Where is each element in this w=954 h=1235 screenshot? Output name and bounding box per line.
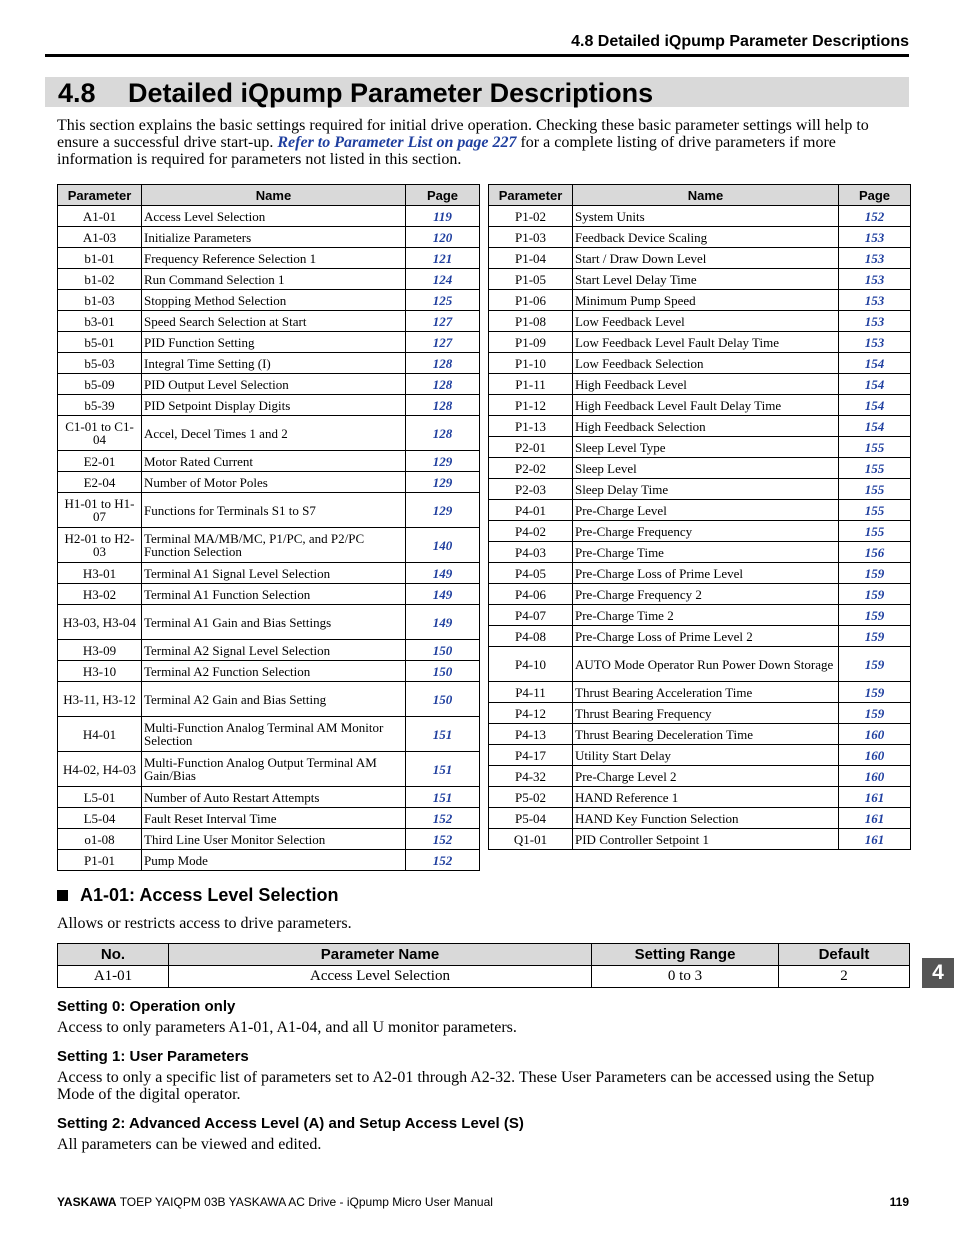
parameter-code: P1-02	[489, 206, 573, 227]
page-link[interactable]: 121	[406, 248, 480, 269]
parameter-name: Terminal A2 Gain and Bias Setting	[142, 682, 406, 717]
table-row	[58, 966, 910, 988]
parameter-code: b1-02	[58, 269, 142, 290]
parameter-name: Minimum Pump Speed	[573, 290, 839, 311]
table-row	[489, 647, 911, 682]
parameter-name: High Feedback Level Fault Delay Time	[573, 395, 839, 416]
parameter-code: L5-04	[58, 808, 142, 829]
table-row	[489, 500, 911, 521]
parameter-code: P4-07	[489, 605, 573, 626]
setting-2-heading: Setting 2: Advanced Access Level (A) and Setup Access Level (S)	[57, 1115, 524, 1132]
parameter-code: P2-03	[489, 479, 573, 500]
page-link[interactable]: 154	[839, 374, 911, 395]
setting-name: Access Level Selection	[169, 966, 592, 988]
parameter-name: Terminal A2 Function Selection	[142, 661, 406, 682]
parameter-code: P2-02	[489, 458, 573, 479]
page-link[interactable]: 153	[839, 269, 911, 290]
table-row	[489, 605, 911, 626]
page-link[interactable]: 161	[839, 829, 911, 850]
page-link[interactable]: 128	[406, 416, 480, 451]
parameter-code: P2-01	[489, 437, 573, 458]
column-header-parameter: Parameter	[489, 185, 573, 206]
parameter-code: Q1-01	[489, 829, 573, 850]
subsection-description: Allows or restricts access to drive parameters.	[57, 915, 352, 932]
table-row	[489, 437, 911, 458]
parameter-name: PID Setpoint Display Digits	[142, 395, 406, 416]
column-header-page: Page	[406, 185, 480, 206]
parameter-code: P4-13	[489, 724, 573, 745]
page-link[interactable]: 151	[406, 787, 480, 808]
table-row	[489, 584, 911, 605]
parameter-code: o1-08	[58, 829, 142, 850]
table-row	[58, 374, 480, 395]
parameter-code: A1-01	[58, 206, 142, 227]
page-link[interactable]: 153	[839, 332, 911, 353]
parameter-code: P1-06	[489, 290, 573, 311]
parameter-name: Pre-Charge Time 2	[573, 605, 839, 626]
page-link[interactable]: 155	[839, 437, 911, 458]
column-header-name: Name	[573, 185, 839, 206]
table-row	[58, 416, 480, 451]
setting-no: A1-01	[58, 966, 169, 988]
parameter-code: P4-02	[489, 521, 573, 542]
parameter-name: Number of Motor Poles	[142, 472, 406, 493]
table-row	[58, 227, 480, 248]
parameter-name: Number of Auto Restart Attempts	[142, 787, 406, 808]
parameter-name: Integral Time Setting (I)	[142, 353, 406, 374]
page-link[interactable]: 152	[406, 850, 480, 871]
parameter-code: C1-01 to C1-04	[58, 416, 142, 451]
page-link[interactable]: 128	[406, 353, 480, 374]
parameter-name: Terminal A1 Function Selection	[142, 584, 406, 605]
table-row	[489, 626, 911, 647]
page-link[interactable]: 152	[406, 808, 480, 829]
footer-text: TOEP YAIQPM 03B YASKAWA AC Drive - iQpump Micro User Manual	[116, 1195, 493, 1209]
page-link[interactable]: 160	[839, 724, 911, 745]
side-tab-line2	[929, 924, 954, 935]
parameter-table-right	[488, 184, 911, 850]
table-row	[489, 724, 911, 745]
parameter-name: PID Controller Setpoint 1	[573, 829, 839, 850]
page-link[interactable]: 154	[839, 353, 911, 374]
table-row	[489, 479, 911, 500]
intro-after: for a complete listing of drive parameters if more information is required for parameters not listed in this section.	[57, 134, 836, 168]
parameter-code: H1-01 to H1-07	[58, 493, 142, 528]
table-row	[58, 829, 480, 850]
chapter-number-badge: 4	[922, 958, 954, 988]
table-row	[58, 787, 480, 808]
table-row	[489, 745, 911, 766]
table-row	[58, 850, 480, 871]
table-row	[489, 766, 911, 787]
parameter-name: Stopping Method Selection	[142, 290, 406, 311]
intro-before: This section explains the basic settings required for initial drive operation. Checking these basic parameter settings will help to ensure a successful drive start-up.	[57, 117, 869, 151]
table-row	[58, 717, 480, 752]
page-link[interactable]: 151	[406, 717, 480, 752]
table-row	[58, 395, 480, 416]
parameter-code: b5-01	[58, 332, 142, 353]
parameter-name: Thrust Bearing Deceleration Time	[573, 724, 839, 745]
table-row	[489, 332, 911, 353]
footer-brand: YASKAWA	[57, 1195, 117, 1209]
page-link[interactable]: 159	[839, 703, 911, 724]
parameter-name: PID Function Setting	[142, 332, 406, 353]
parameter-code: P1-11	[489, 374, 573, 395]
parameter-code: P4-06	[489, 584, 573, 605]
parameter-code: H3-02	[58, 584, 142, 605]
parameter-code: P1-05	[489, 269, 573, 290]
parameter-name: Pre-Charge Level 2	[573, 766, 839, 787]
running-header: 4.8 Detailed iQpump Parameter Descriptions	[571, 33, 909, 50]
parameter-code: P1-03	[489, 227, 573, 248]
page-link[interactable]: 125	[406, 290, 480, 311]
page-link[interactable]: 149	[406, 605, 480, 640]
footer	[57, 1195, 493, 1209]
subsection-heading	[57, 885, 338, 906]
parameter-name: Pump Mode	[142, 850, 406, 871]
page-link[interactable]: 127	[406, 311, 480, 332]
page-link[interactable]: 119	[406, 206, 480, 227]
parameter-code: P4-17	[489, 745, 573, 766]
page-link[interactable]: 140	[406, 528, 480, 563]
parameter-name: Low Feedback Level	[573, 311, 839, 332]
page-link[interactable]: 155	[839, 479, 911, 500]
parameter-name: Multi-Function Analog Output Terminal AM Gain/Bias	[142, 752, 406, 787]
parameter-name: Accel, Decel Times 1 and 2	[142, 416, 406, 451]
table-row	[489, 808, 911, 829]
parameter-code: P1-10	[489, 353, 573, 374]
parameter-name: Sleep Level Type	[573, 437, 839, 458]
parameter-name: System Units	[573, 206, 839, 227]
parameter-code: b1-03	[58, 290, 142, 311]
setting-default: 2	[779, 966, 910, 988]
page-link[interactable]: 127	[406, 332, 480, 353]
parameter-name: Speed Search Selection at Start	[142, 311, 406, 332]
parameter-code: P5-02	[489, 787, 573, 808]
parameter-code: H3-01	[58, 563, 142, 584]
parameter-code: H2-01 to H2-03	[58, 528, 142, 563]
page-number: 119	[889, 1195, 909, 1209]
parameter-code: H3-10	[58, 661, 142, 682]
parameter-code: P1-01	[58, 850, 142, 871]
parameter-code: P1-08	[489, 311, 573, 332]
table-row	[58, 353, 480, 374]
table-row	[58, 290, 480, 311]
page-link[interactable]: 152	[839, 206, 911, 227]
page-link[interactable]: 155	[839, 458, 911, 479]
square-bullet-icon	[57, 890, 68, 901]
table-row	[489, 311, 911, 332]
parameter-name: Motor Rated Current	[142, 451, 406, 472]
parameter-name: HAND Reference 1	[573, 787, 839, 808]
parameter-name: Pre-Charge Time	[573, 542, 839, 563]
page-link[interactable]: 151	[406, 752, 480, 787]
setting-header-no: No.	[58, 944, 169, 966]
table-row	[58, 311, 480, 332]
page-link[interactable]: 159	[839, 584, 911, 605]
page-link[interactable]: 154	[839, 416, 911, 437]
parameter-code: H3-03, H3-04	[58, 605, 142, 640]
page-link[interactable]: 159	[839, 605, 911, 626]
table-row	[58, 661, 480, 682]
parameter-code: H4-01	[58, 717, 142, 752]
table-row	[58, 584, 480, 605]
parameter-name: Sleep Level	[573, 458, 839, 479]
table-row	[489, 290, 911, 311]
table-row	[489, 269, 911, 290]
parameter-name: Thrust Bearing Frequency	[573, 703, 839, 724]
table-row	[58, 682, 480, 717]
parameter-code: P4-01	[489, 500, 573, 521]
page-link[interactable]: 124	[406, 269, 480, 290]
page-link[interactable]: 161	[839, 787, 911, 808]
parameter-name: High Feedback Selection	[573, 416, 839, 437]
parameter-code: H3-11, H3-12	[58, 682, 142, 717]
page-link[interactable]: 120	[406, 227, 480, 248]
parameter-list-link[interactable]: Refer to Parameter List on page 227	[277, 134, 517, 151]
parameter-code: P4-08	[489, 626, 573, 647]
page-link[interactable]: 149	[406, 584, 480, 605]
parameter-name: HAND Key Function Selection	[573, 808, 839, 829]
table-row	[489, 703, 911, 724]
table-row	[489, 682, 911, 703]
setting-range: 0 to 3	[592, 966, 779, 988]
table-row	[489, 521, 911, 542]
page-link[interactable]: 160	[839, 745, 911, 766]
page-link[interactable]: 129	[406, 451, 480, 472]
parameter-name: Pre-Charge Loss of Prime Level 2	[573, 626, 839, 647]
setting-header-name: Parameter Name	[169, 944, 592, 966]
parameter-name: Functions for Terminals S1 to S7	[142, 493, 406, 528]
page-link[interactable]: 128	[406, 395, 480, 416]
parameter-code: P4-12	[489, 703, 573, 724]
parameter-code: P1-13	[489, 416, 573, 437]
parameter-code: P4-05	[489, 563, 573, 584]
parameter-name: Terminal A2 Signal Level Selection	[142, 640, 406, 661]
setting-2-text: All parameters can be viewed and edited.	[57, 1136, 322, 1153]
page-link[interactable]: 150	[406, 640, 480, 661]
parameter-name: Start Level Delay Time	[573, 269, 839, 290]
parameter-name: Terminal A1 Signal Level Selection	[142, 563, 406, 584]
parameter-code: b5-39	[58, 395, 142, 416]
parameter-name: Third Line User Monitor Selection	[142, 829, 406, 850]
parameter-code: A1-03	[58, 227, 142, 248]
parameter-code: P4-32	[489, 766, 573, 787]
page-link[interactable]: 154	[839, 395, 911, 416]
parameter-name: Thrust Bearing Acceleration Time	[573, 682, 839, 703]
section-number: 4.8	[58, 78, 96, 108]
intro-paragraph	[57, 117, 911, 168]
page-link[interactable]: 149	[406, 563, 480, 584]
table-row	[489, 227, 911, 248]
table-row	[489, 248, 911, 269]
column-header-page: Page	[839, 185, 911, 206]
parameter-code: E2-04	[58, 472, 142, 493]
parameter-name: Run Command Selection 1	[142, 269, 406, 290]
table-row	[489, 206, 911, 227]
parameter-table-left	[57, 184, 480, 871]
subsection-title: A1-01: Access Level Selection	[80, 885, 339, 905]
parameter-name: Terminal A1 Gain and Bias Settings	[142, 605, 406, 640]
page-link[interactable]: 129	[406, 472, 480, 493]
table-row	[58, 605, 480, 640]
parameter-code: P1-04	[489, 248, 573, 269]
setting-0-heading: Setting 0: Operation only	[57, 998, 236, 1015]
table-row	[489, 563, 911, 584]
column-header-name: Name	[142, 185, 406, 206]
page-link[interactable]: 155	[839, 500, 911, 521]
table-row	[58, 528, 480, 563]
setting-table	[57, 943, 910, 988]
table-row	[58, 563, 480, 584]
parameter-name: Pre-Charge Level	[573, 500, 839, 521]
table-row	[489, 458, 911, 479]
table-row	[58, 248, 480, 269]
parameter-code: P4-03	[489, 542, 573, 563]
parameter-name: PID Output Level Selection	[142, 374, 406, 395]
page-link[interactable]: 128	[406, 374, 480, 395]
section-title	[58, 77, 653, 109]
page-link[interactable]: 159	[839, 626, 911, 647]
parameter-code: b1-01	[58, 248, 142, 269]
table-row	[58, 493, 480, 528]
table-row	[489, 787, 911, 808]
page-link[interactable]: 153	[839, 311, 911, 332]
table-row	[58, 451, 480, 472]
setting-1-text: Access to only a specific list of parameters set to A2-01 through A2-32. These User Parameters can be accessed using the Setup Mode of the digital operator.	[57, 1069, 875, 1103]
parameter-code: L5-01	[58, 787, 142, 808]
parameter-name: Multi-Function Analog Terminal AM Monitor Selection	[142, 717, 406, 752]
parameter-code: P4-10	[489, 647, 573, 682]
parameter-name: Terminal MA/MB/MC, P1/PC, and P2/PC Function Selection	[142, 528, 406, 563]
page-link[interactable]: 155	[839, 521, 911, 542]
page-link[interactable]: 153	[839, 227, 911, 248]
table-row	[489, 416, 911, 437]
column-header-parameter: Parameter	[58, 185, 142, 206]
table-row	[489, 829, 911, 850]
table-row	[58, 752, 480, 787]
table-row	[58, 206, 480, 227]
parameter-code: H4-02, H4-03	[58, 752, 142, 787]
page-link[interactable]: 160	[839, 766, 911, 787]
parameter-name: High Feedback Level	[573, 374, 839, 395]
parameter-name: Pre-Charge Frequency	[573, 521, 839, 542]
table-row	[58, 269, 480, 290]
parameter-code: P1-09	[489, 332, 573, 353]
page-link[interactable]: 150	[406, 661, 480, 682]
parameter-code: b5-03	[58, 353, 142, 374]
parameter-code: P1-12	[489, 395, 573, 416]
table-row	[58, 640, 480, 661]
table-row	[489, 374, 911, 395]
chapter-side-tab	[929, 800, 951, 950]
parameter-name: Low Feedback Selection	[573, 353, 839, 374]
parameter-code: P4-11	[489, 682, 573, 703]
setting-0-text: Access to only parameters A1-01, A1-04, and all U monitor parameters.	[57, 1019, 517, 1036]
parameter-code: b3-01	[58, 311, 142, 332]
parameter-name: Fault Reset Interval Time	[142, 808, 406, 829]
page-link[interactable]: 153	[839, 290, 911, 311]
parameter-code: P5-04	[489, 808, 573, 829]
section-title-text: Detailed iQpump Parameter Descriptions	[128, 78, 654, 108]
parameter-name: Start / Draw Down Level	[573, 248, 839, 269]
table-row	[489, 542, 911, 563]
parameter-name: Initialize Parameters	[142, 227, 406, 248]
parameter-name: Access Level Selection	[142, 206, 406, 227]
page-link[interactable]: 159	[839, 682, 911, 703]
parameter-code: b5-09	[58, 374, 142, 395]
page-link[interactable]: 150	[406, 682, 480, 717]
page-link[interactable]: 152	[406, 829, 480, 850]
parameter-name: Low Feedback Level Fault Delay Time	[573, 332, 839, 353]
table-row	[489, 395, 911, 416]
page-link[interactable]: 153	[839, 248, 911, 269]
page-link[interactable]: 161	[839, 808, 911, 829]
page-link[interactable]: 129	[406, 493, 480, 528]
parameter-name: AUTO Mode Operator Run Power Down Storage	[573, 647, 839, 682]
setting-header-default: Default	[779, 944, 910, 966]
parameter-name: Feedback Device Scaling	[573, 227, 839, 248]
setting-header-range: Setting Range	[592, 944, 779, 966]
parameter-name: Utility Start Delay	[573, 745, 839, 766]
page-link[interactable]: 156	[839, 542, 911, 563]
page-link[interactable]: 159	[839, 647, 911, 682]
parameter-name: Sleep Delay Time	[573, 479, 839, 500]
table-row	[58, 472, 480, 493]
table-row	[58, 332, 480, 353]
setting-1-heading: Setting 1: User Parameters	[57, 1048, 249, 1065]
parameter-code: E2-01	[58, 451, 142, 472]
table-row	[489, 353, 911, 374]
page-link[interactable]: 159	[839, 563, 911, 584]
parameter-name: Frequency Reference Selection 1	[142, 248, 406, 269]
parameter-name: Pre-Charge Loss of Prime Level	[573, 563, 839, 584]
table-row	[58, 808, 480, 829]
parameter-code: H3-09	[58, 640, 142, 661]
parameter-name: Pre-Charge Frequency 2	[573, 584, 839, 605]
header-rule	[45, 54, 909, 57]
